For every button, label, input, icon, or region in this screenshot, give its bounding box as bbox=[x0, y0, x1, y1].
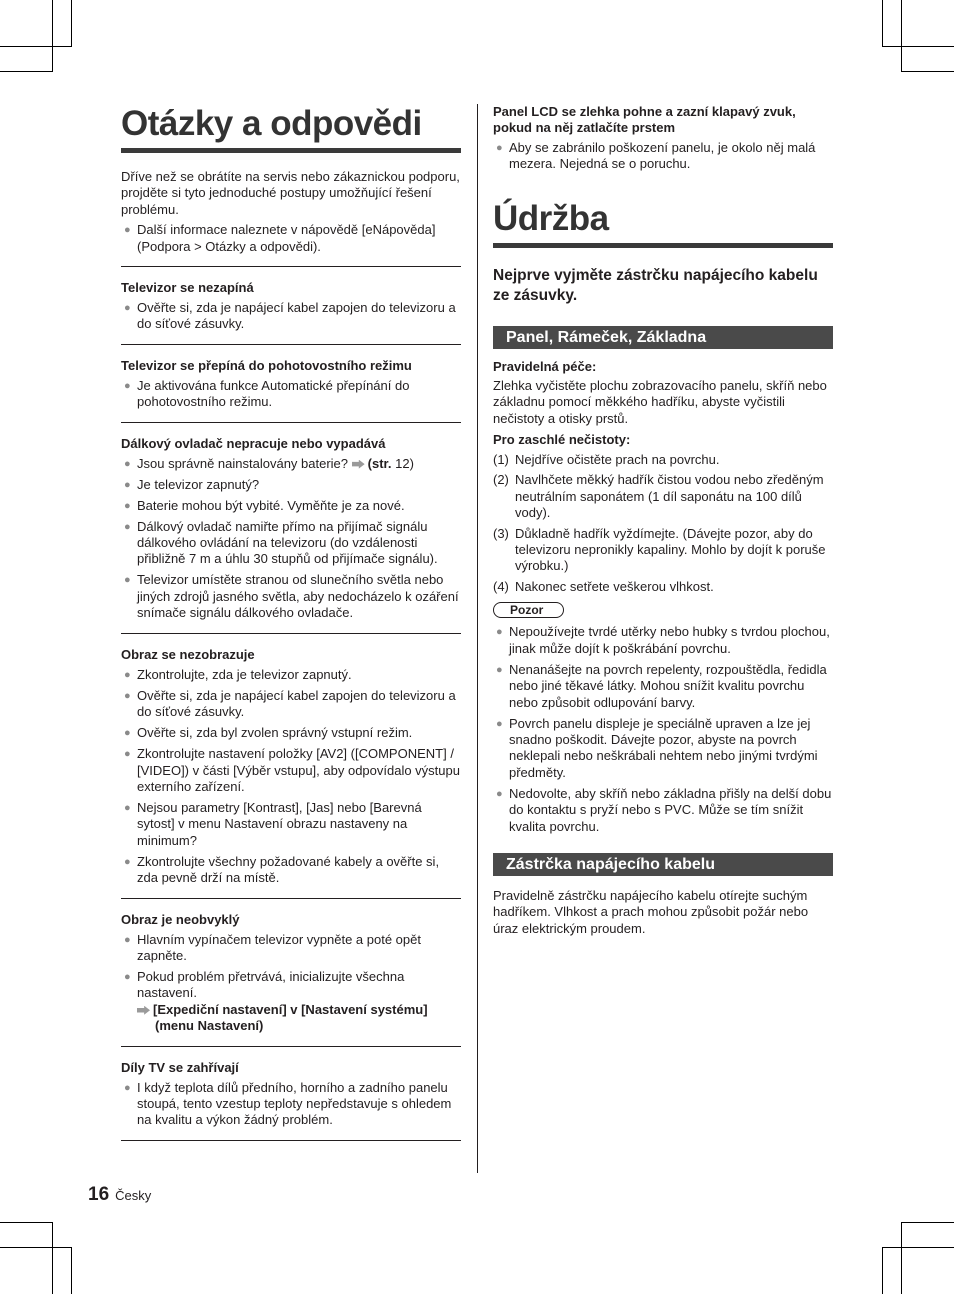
faq-section bbox=[121, 422, 461, 622]
crop-mark bbox=[901, 71, 954, 72]
crop-mark bbox=[0, 71, 52, 72]
list-item: ● Povrch panelu displeje je speciálně upraven a lze jej snadno poškodit. Dávejte pozor, abyste na povrch neklepali nebo neškrábali nehtem nebo jinými tvrdými předměty. bbox=[496, 715, 818, 780]
faq-column bbox=[121, 104, 461, 1141]
arrow-right-icon bbox=[352, 460, 365, 469]
list-item: ● Baterie mohou být vybité. Vyměňte je za nové. bbox=[124, 497, 405, 513]
panel-section-bar: Panel, Rámeček, Základna bbox=[493, 326, 833, 349]
bullet-icon: ● bbox=[124, 801, 131, 814]
arrow-right-icon bbox=[137, 1006, 150, 1015]
list-item: ● Dálkový ovladač namiřte přímo na přijímač signálu dálkového ovládání na televizoru (do vzdálenosti přibližně 7 m a úhlu 30 stupňů od přijímače signálu). bbox=[124, 518, 438, 567]
step-item: (1) Nejdříve očistěte prach na povrchu. bbox=[493, 452, 720, 468]
page-number: 16 bbox=[88, 1184, 110, 1205]
section-rule bbox=[121, 1140, 461, 1141]
bullet-icon: ● bbox=[124, 689, 131, 702]
intro-text: Dříve než se obrátíte na servis nebo zákaznickou podporu, projděte si tyto jednoduché postupy umožňující řešení problému. bbox=[121, 169, 460, 217]
faq-section bbox=[121, 344, 461, 411]
bullet-icon: ● bbox=[496, 717, 503, 730]
page-reference[interactable]: (str. bbox=[367, 455, 392, 471]
maintenance-column bbox=[493, 104, 833, 937]
step-item: (3) Důkladně hadřík vyždímejte. (Dávejte pozor, aby do televizoru nepronikly kapaliny. Mohlo by dojít k poruše výrobku.) bbox=[493, 525, 826, 574]
faq-section bbox=[121, 266, 461, 333]
list-item: ● Nepoužívejte tvrdé utěrky nebo hubky s tvrdou plochou, jinak může dojít k poškrábání povrchu. bbox=[496, 624, 830, 656]
section-heading: Dálkový ovladač nepracuje nebo vypadává bbox=[121, 435, 386, 451]
bullet-icon: ● bbox=[124, 970, 131, 983]
section-heading: Televizor se nezapíná bbox=[121, 280, 254, 296]
page-footer bbox=[88, 1184, 151, 1206]
page-reference-number[interactable]: 12) bbox=[395, 455, 414, 471]
bullet-icon: ● bbox=[496, 787, 503, 800]
crop-mark bbox=[0, 46, 71, 47]
bullet-icon: ● bbox=[124, 574, 131, 587]
list-item: ● Zkontrolujte nastavení položky [AV2] ([COMPONENT] / [VIDEO]) v části [Výběr vstupu], aby odpovídalo výstupu externího zařízení. bbox=[124, 746, 460, 794]
crop-mark bbox=[882, 0, 883, 47]
bullet-icon: ● bbox=[124, 478, 131, 491]
list-item: ● Ověřte si, zda je napájecí kabel zapojen do televizoru a do síťové zásuvky. bbox=[124, 687, 456, 720]
section-heading: Obraz je neobvyklý bbox=[121, 911, 240, 927]
title-rule bbox=[493, 243, 833, 248]
crop-mark bbox=[0, 1222, 52, 1223]
menu-reference[interactable]: [Expediční nastavení] v [Nastavení systému] (menu Nastavení) bbox=[137, 1002, 461, 1035]
caution-badge: Pozor bbox=[493, 602, 564, 618]
list-item: ● Zkontrolujte všechny požadované kabely a ověřte si, zda pevně drží na místě. bbox=[124, 853, 440, 886]
bullet-icon: ● bbox=[496, 663, 503, 676]
list-item: ● Jsou správně nainstalovány baterie? (str. 12) bbox=[124, 455, 414, 471]
language-label: Česky bbox=[115, 1188, 152, 1203]
crop-mark bbox=[882, 1247, 954, 1248]
crop-mark bbox=[52, 1222, 53, 1294]
bullet-icon: ● bbox=[124, 668, 131, 681]
faq-section bbox=[121, 1046, 461, 1129]
dirt-heading: Pro zaschlé nečistoty: bbox=[493, 432, 631, 448]
list-item: ● Pokud problém přetrvává, inicializujte všechna nastavení. [Expediční nastavení] v [Nastavení systému] (menu Nastavení) bbox=[121, 969, 461, 1035]
crop-mark bbox=[901, 1222, 902, 1294]
list-item: ● Nejsou parametry [Kontrast], [Jas] nebo [Barevná sytost] v menu Nastavení obrazu nastaveny na minimum? bbox=[124, 799, 422, 848]
bullet-icon: ● bbox=[496, 626, 503, 639]
list-item: ● Je televizor zapnutý? bbox=[124, 476, 260, 492]
section-heading: Panel LCD se zlehka pohne a zazní klapavý zvuk, pokud na něj zatlačíte prstem bbox=[493, 104, 796, 135]
list-item: ● Ověřte si, zda byl zvolen správný vstupní režim. bbox=[124, 725, 413, 741]
crop-mark bbox=[71, 1247, 72, 1294]
bullet-icon: ● bbox=[124, 379, 131, 392]
bullet-icon: ● bbox=[124, 499, 131, 512]
list-item: ● Televizor umístěte stranou od slunečního světla nebo jiných zdrojů jasného světla, aby nedocházelo k ozáření snímače signálu dálkového ovladače. bbox=[124, 572, 459, 621]
page-title: Otázky a odpovědi bbox=[121, 104, 422, 143]
list-item: ● Nenanášejte na povrch repelenty, rozpouštědla, ředidla nebo jiné těkavé látky. Mohou snížit kvalitu povrchu nebo způsobit odlupování barvy. bbox=[496, 661, 827, 710]
bullet-icon: ● bbox=[124, 727, 131, 740]
lead-text: Nejprve vyjměte zástrčku napájecího kabelu ze zásuvky. bbox=[493, 266, 818, 304]
bullet-icon: ● bbox=[124, 1081, 131, 1094]
step-item: (4) Nakonec setřete veškerou vlhkost. bbox=[493, 578, 714, 594]
maintenance-title: Údržba bbox=[493, 198, 609, 238]
bullet-icon: ● bbox=[124, 457, 131, 470]
crop-mark bbox=[52, 0, 53, 72]
regular-care-heading: Pravidelná péče: bbox=[493, 358, 597, 374]
bullet-icon: ● bbox=[124, 855, 131, 868]
bullet-icon: ● bbox=[124, 520, 131, 533]
list-item: ● I když teplota dílů předního, horního a zadního panelu stoupá, tento vzestup teploty nepředstavuje s ohledem na kvalitu a výkon žádný problém. bbox=[124, 1079, 452, 1128]
list-item: ● Hlavním vypínačem televizor vypněte a poté opět zapněte. bbox=[124, 931, 421, 963]
plug-text: Pravidelně zástrčku napájecího kabelu otírejte suchým hadříkem. Vlhkost a prach mohou způsobit požár nebo úraz elektrickým proudem. bbox=[493, 887, 809, 936]
crop-mark bbox=[901, 0, 902, 72]
step-item: (2) Navlhčete měkký hadřík čistou vodou nebo zředěným neutrálním saponátem (1 díl saponátu na 100 dílů vody). bbox=[493, 472, 824, 521]
crop-mark bbox=[882, 1247, 883, 1294]
plug-section-bar: Zástrčka napájecího kabelu bbox=[493, 853, 833, 876]
bullet-icon: ● bbox=[124, 748, 131, 761]
crop-mark bbox=[0, 1247, 71, 1248]
faq-section bbox=[121, 633, 461, 887]
bullet-icon: ● bbox=[124, 224, 131, 237]
crop-mark bbox=[901, 1222, 954, 1223]
section-heading: Obraz se nezobrazuje bbox=[121, 646, 255, 662]
list-item: ● Další informace naleznete v nápovědě [eNápověda] (Podpora > Otázky a odpovědi). bbox=[124, 222, 436, 254]
list-item: ● Ověřte si, zda je napájecí kabel zapojen do televizoru a do síťové zásuvky. bbox=[124, 300, 456, 332]
bullet-icon: ● bbox=[124, 933, 131, 946]
section-heading: Televizor se přepíná do pohotovostního režimu bbox=[121, 357, 412, 373]
list-item: ● Nedovolte, aby skříň nebo základna přišly na delší dobu do kontaktu s pryží nebo s PVC. Může se tím snížit kvalita povrchu. bbox=[496, 785, 832, 834]
list-item: ● Je aktivována funkce Automatické přepínání do pohotovostního režimu. bbox=[124, 377, 410, 410]
crop-mark bbox=[882, 46, 954, 47]
section-heading: Díly TV se zahřívají bbox=[121, 1059, 239, 1075]
crop-mark bbox=[71, 0, 72, 47]
bullet-icon: ● bbox=[124, 302, 131, 315]
bullet-icon: ● bbox=[496, 142, 503, 154]
regular-care-text: Zlehka vyčistěte plochu zobrazovacího panelu, skříň nebo základnu pomocí měkkého hadříku, abyste vyčistili nečistoty a otisky prstů. bbox=[493, 377, 827, 426]
list-item: ● Aby se zabránilo poškození panelu, je okolo něj malá mezera. Nejedná se o poruchu. bbox=[496, 140, 816, 172]
list-item: ● Zkontrolujte, zda je televizor zapnutý. bbox=[124, 666, 352, 682]
title-rule bbox=[121, 148, 461, 153]
column-divider bbox=[477, 104, 478, 1173]
faq-section bbox=[121, 898, 461, 1035]
